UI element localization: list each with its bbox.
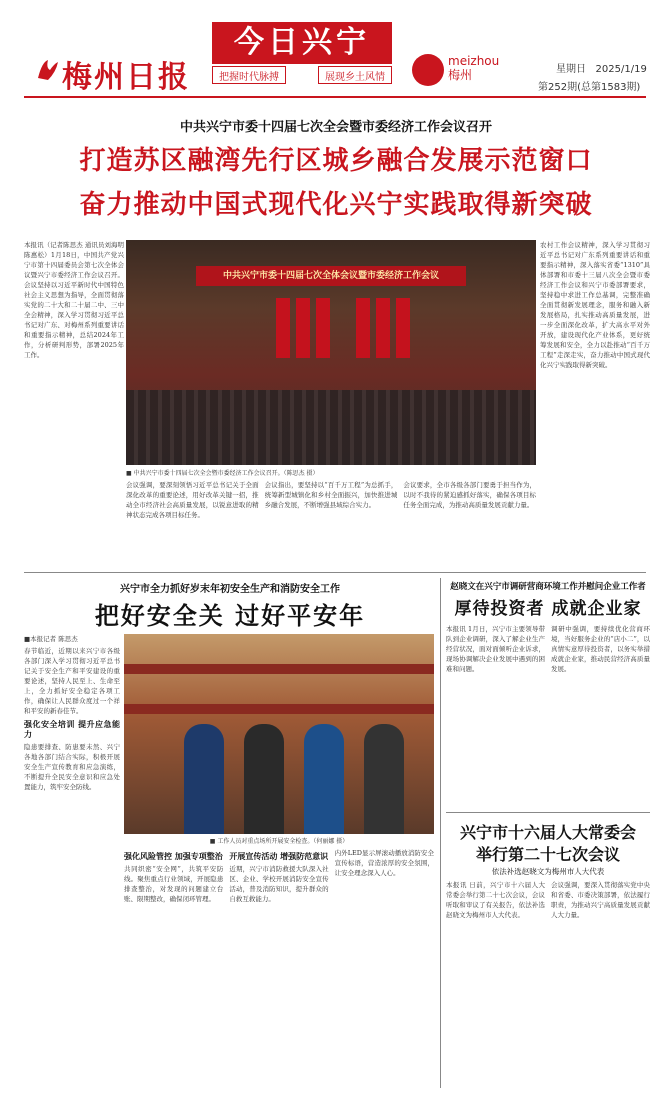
investor-text-2: 调研中强调，要持续优化营商环境，当好服务企业的“店小二”，以真情实意厚待投资者，以务实举措成就企业家，推动民营经济高质量发展。	[551, 625, 650, 673]
audience	[126, 390, 536, 465]
flag-icon	[396, 298, 410, 358]
slogan-right: 展现乡土风情	[318, 66, 392, 84]
safety-left-column	[24, 646, 120, 1086]
safety-byline: ■本报记者 陈思杰	[24, 635, 78, 643]
flag-icon	[276, 298, 290, 358]
stage-banner: 中共兴宁市委十四届七次全体会议暨市委经济工作会议	[196, 266, 466, 286]
brand-cn: 梅州	[448, 68, 473, 82]
shelf	[124, 664, 434, 674]
flag-icon	[316, 298, 330, 358]
person-figure	[364, 724, 404, 834]
npc-title-1: 兴宁市十六届人大常委会	[459, 823, 636, 842]
slogan-left: 把握时代脉搏	[212, 66, 286, 84]
divider	[24, 572, 646, 573]
lead-body-col-1: 会议强调，要深刻领悟习近平总书记关于全面深化改革的重要论述，用好改革关键一招，推动全市经济社会高质量发展，以锐意进取的精神状态完成各项目标任务。	[126, 481, 259, 519]
npc-body	[446, 880, 650, 1086]
safety-col-a-text: 共同织密“安全网”，共筑平安防线。聚焦重点行业领域，开展隐患排查整治，对发现的问题建立台账、限期整改，确保闭环管理。	[124, 865, 224, 903]
feature-title: 今日兴宁	[212, 22, 392, 64]
paper-logo-icon	[36, 58, 60, 82]
npc-text-2: 会议强调，要深入贯彻落实党中央和省委、市委决策部署，依法履行职责，为推动兴宁高质量发展贡献人大力量。	[551, 881, 650, 919]
flag-icon	[296, 298, 310, 358]
lead-body-col-3: 会议要求，全市各级各部门要勇于担当作为，以时不我待的紧迫感抓好落实，确保各项目标任务全面完成，为推动高质量发展贡献力量。	[403, 481, 537, 509]
date: 2025/1/19	[595, 64, 647, 75]
shelf	[124, 704, 434, 714]
lead-headline-1: 打造苏区融湾先行区城乡融合发展示范窗口	[79, 146, 593, 176]
lead-body-col-2: 会议指出，要坚持以“百千万工程”为总抓手，统筹新型城镇化和乡村全面振兴，加快推进城乡融合发展，不断增强县域综合实力。	[264, 481, 398, 509]
safety-photo	[124, 634, 434, 834]
lead-headline-2: 奋力推动中国式现代化兴宁实践取得新突破	[79, 190, 593, 220]
lead-photo-caption: ■ 中共兴宁市委十四届七次全会暨市委经济工作会议召开。（陈思杰 摄）	[126, 470, 319, 477]
person-figure	[304, 724, 344, 834]
lead-right-text: 农村工作会议精神，深入学习贯彻习近平总书记对广东系列重要讲话和重要指示精神，深入落实省委“1310”具体部署和市委十三届八次全会暨市委经济工作会议和兴宁市委部署要求，坚持稳中求进工作总基调，完整准确全面贯彻新发展理念，服务和融入新发展格局，扎实推动高质量发展，进一步全面深化改革，扩大高水平对外开放，建设现代化产业体系，更好统筹发展和安全，全力以赴推动“百千万工程”走深走实，奋力推动中国式现代化兴宁实践取得新突破。	[540, 241, 650, 369]
safety-col-b	[229, 848, 328, 1088]
safety-col-a	[124, 848, 223, 1088]
safety-subhead-1: 强化安全培训 提升应急能力	[24, 719, 120, 739]
safety-intro: 春节临近，近期以来兴宁市各级各部门深入学习贯彻习近平总书记关于安全生产和平安建设的重要论述，坚持人民至上、生命至上，全力抓好安全稳定各项工作，确保让人民群众度过一个祥和平安的新春佳节。	[24, 647, 120, 715]
flag-icon	[376, 298, 390, 358]
feature-slogans	[212, 66, 392, 84]
safety-text-2: 隐患要排查、防患要未然、兴宁各地各部门结合实际，积极开展安全生产宣传教育和应急演练，不断提升全民安全意识和应急处置能力，筑牢安全防线。	[24, 743, 120, 791]
divider	[24, 96, 646, 98]
person-figure	[244, 724, 284, 834]
safety-col-c: 内外LED显示屏滚动播放消防安全宣传标语，营造浓厚的安全氛围，让安全理念深入人心。	[334, 849, 434, 877]
npc-subtitle: 依法补选赵晓文为梅州市人大代表	[491, 867, 605, 876]
lead-body-columns	[126, 480, 536, 560]
investor-text-1: 本报讯 1月日，兴宁市主要领导带队到企业调研，深入了解企业生产经营状况，面对面倾听企业诉求，现场协调解决企业发展中遇到的困难和问题。	[446, 625, 545, 673]
investor-body	[446, 624, 650, 810]
lead-kicker: 中共兴宁市委十四届七次全会暨市委经济工作会议召开	[179, 120, 492, 135]
issue-number: 第252期(总第1583期)	[538, 82, 641, 93]
safety-subhead-2: 强化风险管控 加强专项整治	[124, 851, 223, 861]
safety-body-columns	[124, 848, 434, 1088]
divider	[440, 578, 441, 1088]
npc-title-2: 举行第二十七次会议	[475, 845, 620, 864]
divider	[446, 812, 650, 813]
person-figure	[184, 724, 224, 834]
date-line	[556, 60, 647, 75]
investor-title: 厚待投资者 成就企业家	[454, 599, 642, 619]
flag-icon	[356, 298, 370, 358]
safety-col-b-text: 近期，兴宁市消防救援大队深入社区、企业、学校开展消防安全宣传活动，普及消防知识，提升群众的自救互救能力。	[229, 865, 329, 903]
brand-latin: meizhou	[448, 54, 500, 68]
lead-left-text: 本报讯（记者陈思杰 通讯员刘海明 陈惠松）1月18日，中国共产党兴宁市第十四届委员会第七次全体会议暨兴宁市委经济工作会议召开。会议坚持以习近平新时代中国特色社会主义思想为指导，全面贯彻落实党的二十大和二十届二中、三中全会精神，深入学习贯彻习近平总书记对广东、对梅州系列重要讲话和重要指示精神，总结2024年工作，分析研判形势，部署2025年工作。	[24, 241, 124, 359]
investor-kicker: 赵晓文在兴宁市调研营商环境工作并慰问企业工作者	[450, 582, 646, 592]
masthead	[0, 0, 672, 110]
lead-photo	[126, 240, 536, 465]
npc-text-1: 本报讯 日前，兴宁市十六届人大常委会举行第二十七次会议，会议听取和审议了有关报告，依法补选赵晓文为梅州市人大代表。	[446, 881, 545, 919]
safety-photo-caption: ■ 工作人员对重点场所开展安全检查。（何丽娜 摄）	[209, 838, 349, 845]
weekday: 星期日	[556, 64, 586, 75]
paper-name: 梅州日报	[62, 60, 190, 95]
safety-kicker: 兴宁市全力抓好岁末年初安全生产和消防安全工作	[120, 584, 340, 595]
safety-subhead-3: 开展宣传活动 增强防范意识	[229, 851, 329, 861]
brand-mark	[448, 54, 499, 82]
safety-title: 把好安全关 过好平安年	[94, 601, 366, 630]
meizhou-logo-icon	[412, 54, 444, 86]
